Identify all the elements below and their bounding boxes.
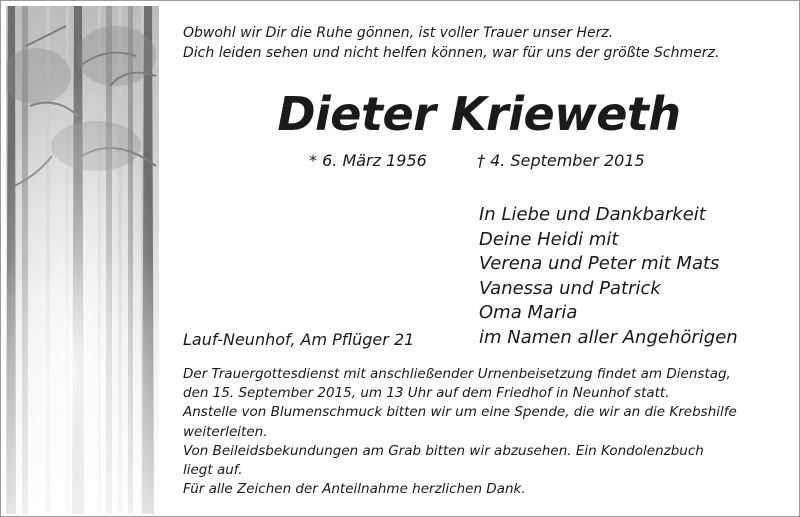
deceased-name: Dieter Krieweth [277,87,681,141]
notice-content [159,1,799,516]
mourner-line: im Namen aller Angehörigen [479,326,738,348]
epigraph-line-2: Dich leiden sehen und nicht helfen können, war für uns der größte Schmerz. [183,45,720,61]
mourner-line: Verena und Peter mit Mats [479,253,720,274]
details-line: den 15. September 2015, um 13 Uhr auf dem Friedhof in Neunhof statt. [183,385,670,402]
details-line: Von Beileidsbekundungen am Grab bitten wir abzusehen. Ein Kondolenzbuch [183,442,704,459]
mourner-line: Deine Heidi mit [479,228,619,250]
death-date: † 4. September 2015 [477,151,645,170]
epigraph-line-1: Obwohl wir Dir die Ruhe gönnen, ist voller Trauer unser Herz. [183,25,614,41]
mourners-list [479,203,799,350]
details-line: Der Trauergottesdienst mit anschließender Urnenbeisetzung findet am Dienstag, [183,366,731,382]
epigraph [183,23,793,63]
mourner-line: Vanessa und Patrick [479,277,661,299]
family-address: Lauf-Neunhof, Am Pflüger 21 [183,330,415,349]
service-details [183,365,779,499]
mourner-line: In Liebe und Dankbarkeit [479,204,706,225]
forest-image [6,6,159,514]
details-line: weiterleiten. [183,423,268,440]
details-line: liegt auf. [183,462,243,479]
forest-illustration [6,6,159,514]
mourner-line: Oma Maria [479,302,578,323]
birth-date: * 6. März 1956 [309,151,427,170]
details-line: Für alle Zeichen der Anteilnahme herzlichen Dank. [183,481,526,498]
details-line: Anstelle von Blumenschmuck bitten wir um eine Spende, die wir an die Krebshilfe [183,404,737,421]
